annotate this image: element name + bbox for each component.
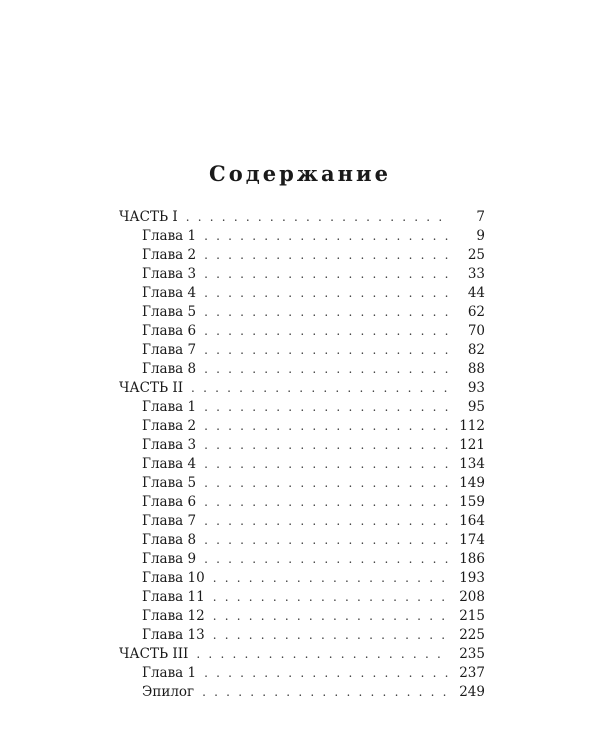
toc-chapter-entry[interactable] [119,493,485,512]
toc-chapter-entry[interactable] [119,284,485,303]
page-title: Содержание [209,161,391,186]
dot-leader [186,208,451,227]
toc-entry-label: Глава 10 [142,570,205,586]
dot-leader [204,436,449,455]
dot-leader [204,265,451,284]
toc-entry-label: Глава 7 [142,513,197,529]
toc-chapter-entry[interactable] [119,246,485,265]
toc-part-entry[interactable] [119,208,485,227]
toc-entry-label: Глава 6 [142,323,197,339]
toc-chapter-entry[interactable] [119,360,485,379]
dot-leader [204,474,449,493]
toc-chapter-entry[interactable] [119,303,485,322]
table-of-contents [119,208,485,702]
toc-entry-label: Глава 4 [142,285,197,301]
toc-entry-label: Глава 3 [142,266,197,282]
dot-leader [204,550,449,569]
toc-entry-label: ЧАСТЬ I [119,209,178,225]
toc-page-number: 208 [459,589,485,605]
toc-chapter-entry[interactable] [119,512,485,531]
toc-chapter-entry[interactable] [119,398,485,417]
toc-page-number: 193 [459,570,485,586]
toc-entry-label: Глава 9 [142,551,197,567]
toc-entry-label: Глава 3 [142,437,197,453]
dot-leader [204,341,451,360]
toc-chapter-entry[interactable] [119,683,485,702]
toc-page-number: 235 [459,646,485,662]
toc-chapter-entry[interactable] [119,417,485,436]
dot-leader [204,455,449,474]
toc-chapter-entry[interactable] [119,588,485,607]
dot-leader [204,417,449,436]
toc-part-entry[interactable] [119,379,485,398]
dot-leader [191,379,451,398]
dot-leader [204,322,451,341]
dot-leader [213,588,450,607]
dot-leader [204,360,451,379]
toc-entry-label: ЧАСТЬ II [119,380,184,396]
toc-chapter-entry[interactable] [119,607,485,626]
toc-entry-label: Глава 6 [142,494,197,510]
toc-entry-label: Глава 2 [142,247,197,263]
toc-page-number: 237 [459,665,485,681]
dot-leader [204,512,449,531]
toc-chapter-entry[interactable] [119,626,485,645]
toc-entry-label: Глава 1 [142,228,197,244]
dot-leader [213,607,450,626]
toc-entry-label: Глава 8 [142,361,197,377]
toc-page-number: 149 [459,475,485,491]
toc-chapter-entry[interactable] [119,531,485,550]
toc-page-number: 225 [459,627,485,643]
toc-chapter-entry[interactable] [119,436,485,455]
dot-leader [204,493,449,512]
dot-leader [204,246,451,265]
toc-page-number: 249 [459,684,485,700]
toc-page-number: 82 [467,342,485,358]
toc-page-number: 7 [476,209,485,225]
toc-chapter-entry[interactable] [119,227,485,246]
toc-page-number: 88 [467,361,485,377]
toc-entry-label: Глава 2 [142,418,197,434]
dot-leader [213,626,450,645]
toc-entry-label: Глава 1 [142,665,197,681]
toc-chapter-entry[interactable] [119,569,485,588]
dot-leader [204,284,451,303]
toc-entry-label: Глава 7 [142,342,197,358]
toc-chapter-entry[interactable] [119,341,485,360]
toc-chapter-entry[interactable] [119,474,485,493]
toc-chapter-entry[interactable] [119,322,485,341]
toc-entry-label: Глава 1 [142,399,197,415]
dot-leader [204,398,451,417]
toc-page-number: 62 [467,304,485,320]
toc-page-number: 164 [459,513,485,529]
toc-page-number: 95 [467,399,485,415]
toc-chapter-entry[interactable] [119,265,485,284]
toc-chapter-entry[interactable] [119,550,485,569]
toc-page-number: 70 [467,323,485,339]
dot-leader [204,531,449,550]
toc-entry-label: Глава 5 [142,304,197,320]
dot-leader [202,683,449,702]
toc-page-number: 134 [459,456,485,472]
toc-entry-label: Глава 13 [142,627,205,643]
toc-page-number: 186 [459,551,485,567]
toc-page-number: 44 [467,285,485,301]
toc-page-number: 33 [467,266,485,282]
toc-page-number: 121 [459,437,485,453]
toc-entry-label: Глава 5 [142,475,197,491]
dot-leader [204,227,451,246]
toc-page-number: 112 [459,418,485,434]
toc-chapter-entry[interactable] [119,664,485,683]
toc-page-number: 159 [459,494,485,510]
toc-entry-label: ЧАСТЬ III [119,646,189,662]
toc-entry-label: Глава 8 [142,532,197,548]
dot-leader [204,664,449,683]
dot-leader [213,569,450,588]
toc-entry-label: Глава 11 [142,589,205,605]
toc-entry-label: Глава 12 [142,608,205,624]
toc-entry-label: Глава 4 [142,456,197,472]
toc-part-entry[interactable] [119,645,485,664]
toc-chapter-entry[interactable] [119,455,485,474]
toc-page-number: 25 [467,247,485,263]
dot-leader [204,303,451,322]
toc-page-number: 215 [459,608,485,624]
toc-page-number: 93 [467,380,485,396]
toc-page-number: 174 [459,532,485,548]
toc-page-number: 9 [476,228,485,244]
toc-entry-label: Эпилог [142,684,195,700]
dot-leader [196,645,449,664]
